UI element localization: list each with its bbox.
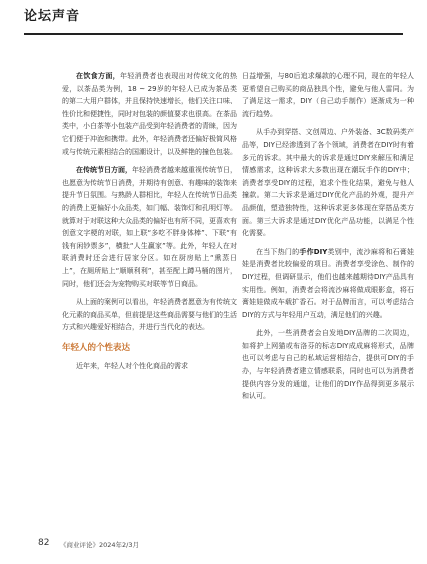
right-column — [242, 70, 414, 409]
paragraph-festivals — [62, 164, 237, 290]
section-header — [0, 0, 427, 38]
lead-food: 在饮食方面， — [76, 72, 120, 80]
subheading-personal-expression: 年轻人的个性表达 — [62, 342, 131, 353]
paragraph-diy-categories: 从手办到穿搭、文创周边、户外装备、3C数码类产品等，DIY已经渗透到了各个领域，消费者在DIY时有着多元的诉求。其中最大的诉求是通过DIY来解压和满足情感需求，这种诉求大多数出现在潮玩手作的DIY中；消费者享受DIY的过程，追求个性化结果，避免与他人撞款。第二大诉求是通过DIY优化产品的外观，提升产品颜值，塑造独特性，这种诉求更多体现在穿搭品类方面。第三大诉求是通过DIY优化产品功能，以满足个性化需要。 — [242, 128, 414, 238]
paragraph-festivals-text: 年轻消费者越来越重视传统节日，也愿意为传统节日消费，并期待有创意、有趣味的装饰来提升节日氛围。与熟龄人群相比，年轻人在传统节日品类的消费上更偏好小众品类，如门幅、装饰灯和孔明灯等。就算对于对联这种大众品类的偏好也有所不同，更喜欢有创意文字梗的对联，如上联“多吃不胖身体棒”、下联“有钱有闲钞票多”，横批“人生赢家”等。此外，年轻人在对联消费时还会进行居家分区。如在厨房贴上“熏蒸日上”，在厕所贴上“顺顺利利”，甚至配上蹲马桶的图片，同时，他们还会为宠物购买对联等节日商品。 — [62, 166, 237, 288]
paragraph-summary: 从上面的案例可以看出，年轻消费者愿意为有传统文化元素的商品买单，但前提是这些商品需要与他们的生活方式和兴趣爱好相结合，并进行当代化的表达。 — [62, 298, 237, 332]
section-title: 论坛声音 — [24, 9, 81, 24]
handmade-strong: 手作DIY — [299, 247, 328, 256]
lead-festivals: 在传统节日方面， — [76, 166, 132, 175]
paragraph-food-text: 年轻消费者也表现出对传统文化的热爱，以茶品类为例，18 ~ 29岁的年轻人已成为茶品类的第二大用户群体，并且保持快速增长，他们关注口味、性价比和便捷性，同时对包装的颜值要求也很高。在茶品类中，小白茶等小包装产品受到年轻消费者的青睐，因为它们便于冲泡和携带。此外，年轻消费者还偏好极简风格或与传统元素相结合的国潮设计，以及鲜艳的撞色包装。 — [62, 72, 237, 156]
paragraph-food — [62, 70, 237, 158]
handmade-pre: 在当下热门的 — [256, 247, 300, 256]
footer-source: 《商业评论》2024年2/3月 — [60, 541, 140, 549]
paragraph-handmade-diy — [242, 246, 414, 322]
handmade-post: 类别中，流沙麻将和石膏娃娃是消费者比较偏爱的项目。消费者享受涂色、制作的DIY过程，但调研显示，他们也越来越期待DIY产品具有实用性。例如，消费者会将流沙麻将做成眼影盒，将石膏娃娃做成车载扩香石。对于品牌而言，可以考虑结合DIY的方式与年轻用户互动，满足他们的兴趣。 — [242, 247, 415, 319]
paragraph-personalization-cont: 日益增强，与80后追求爆款的心理不同，现在的年轻人更希望自己购买的商品独具个性，避免与他人雷同。为了满足这一需求，DIY（自己动手制作）逐渐成为一种流行趋势。 — [242, 72, 414, 118]
paragraph-personalization-start: 近年来，年轻人对个性化商品的需求 — [76, 361, 188, 370]
page-footer — [0, 536, 427, 556]
page-number: 82 — [38, 538, 50, 548]
header-rule — [24, 33, 403, 35]
paragraph-brand-diy: 此外，一些消费者会自发地DIY品牌的二次周边，如将护上网猫或布洛芬的标志DIY成成麻将形式，品牌也可以考虑与自己的私域运营相结合，提供可DIY的手办，与年轻消费者建立情感联系，同时也可以为消费者提供内容分发的通道，让他们的DIY作品得到更多展示和认可。 — [242, 329, 414, 401]
left-column — [62, 70, 237, 378]
